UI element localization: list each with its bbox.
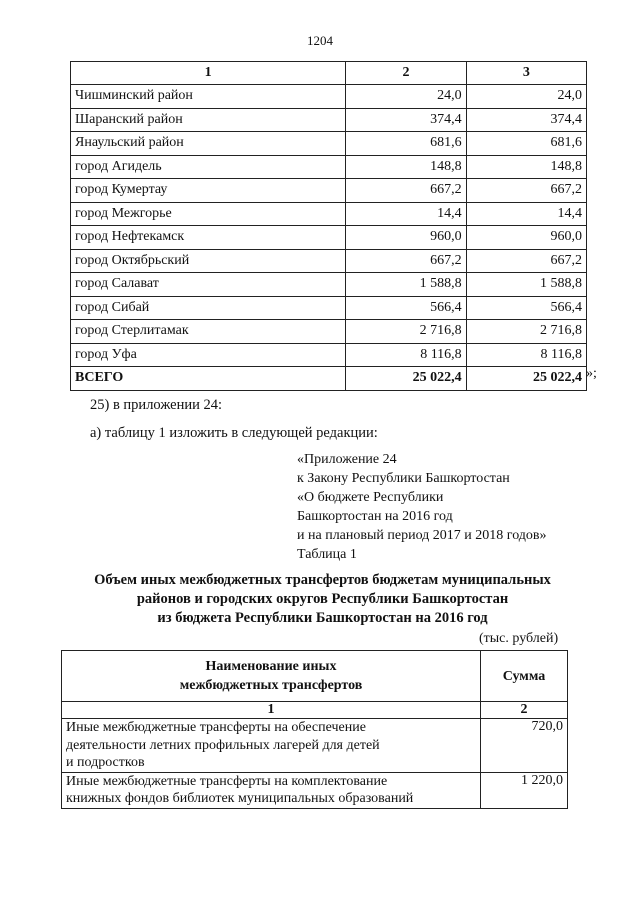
amount-cell: 14,4 (466, 202, 586, 226)
district-name: город Межгорье (71, 202, 346, 226)
name-line: деятельности летних профильных лагерей для детей (66, 737, 380, 753)
district-name: город Кумертау (71, 179, 346, 203)
transfer-amount: 1 220,0 (481, 772, 568, 808)
table-row (71, 320, 587, 344)
amount-cell: 148,8 (346, 155, 466, 179)
column-number: 1 (62, 702, 481, 719)
reference-line: «О бюджете Республики (297, 490, 444, 505)
amount-cell: 24,0 (346, 85, 466, 109)
name-line: и подростков (66, 755, 145, 770)
amount-cell: 566,4 (466, 296, 586, 320)
amount-cell: 1 588,8 (346, 273, 466, 297)
amount-cell: 960,0 (346, 226, 466, 250)
transfer-name (62, 772, 481, 808)
amendment-item: 25) в приложении 24: (90, 397, 223, 413)
table-row (71, 108, 587, 132)
table-row (71, 202, 587, 226)
table-row (71, 343, 587, 367)
amount-cell: 24,0 (466, 85, 586, 109)
district-name: Шаранский район (71, 108, 346, 132)
table-row (71, 179, 587, 203)
page-number: 1204 (307, 33, 333, 48)
amount-cell: 1 588,8 (466, 273, 586, 297)
table-row (71, 85, 587, 109)
amount-cell: 960,0 (466, 226, 586, 250)
header-line: Наименование иных (205, 659, 337, 674)
table-row (71, 155, 587, 179)
amendment-subitem: а) таблицу 1 изложить в следующей редакции: (90, 425, 378, 441)
total-label: ВСЕГО (71, 367, 346, 391)
district-name: город Уфа (71, 343, 346, 367)
amount-cell: 2 716,8 (346, 320, 466, 344)
transfer-amount: 720,0 (481, 719, 568, 773)
name-line: Иные межбюджетные трансферты на комплектование (66, 773, 388, 789)
title-line: из бюджета Республики Башкортостан на 2016 год (157, 610, 488, 626)
column-header-name (62, 651, 481, 702)
districts-table (70, 61, 587, 391)
transfer-name (62, 719, 481, 773)
amount-cell: 566,4 (346, 296, 466, 320)
table-header-row (62, 651, 568, 702)
amount-cell: 374,4 (466, 108, 586, 132)
reference-line: к Закону Республики Башкортостан (297, 471, 510, 486)
table-row (71, 226, 587, 250)
district-name: город Салават (71, 273, 346, 297)
amount-cell: 14,4 (346, 202, 466, 226)
table-row (62, 719, 568, 773)
amount-cell: 148,8 (466, 155, 586, 179)
table-header-row (71, 62, 587, 85)
title-line: районов и городских округов Республики Башкортостан (136, 591, 509, 607)
column-header-sum: Сумма (481, 651, 568, 702)
appendix-reference (297, 450, 547, 564)
district-name: Янаульский район (71, 132, 346, 156)
transfers-table (61, 650, 568, 809)
amount-cell: 374,4 (346, 108, 466, 132)
name-line: Иные межбюджетные трансферты на обеспечение (66, 720, 366, 735)
reference-line: и на плановый период 2017 и 2018 годов» (297, 528, 547, 543)
district-name: город Нефтекамск (71, 226, 346, 250)
column-header: 2 (346, 62, 466, 85)
amount-cell: 681,6 (346, 132, 466, 156)
amount-cell: 8 116,8 (466, 343, 586, 367)
amount-cell: 667,2 (466, 179, 586, 203)
amount-cell: 667,2 (466, 249, 586, 273)
column-number: 2 (481, 702, 568, 719)
total-amount: 25 022,4 (346, 367, 466, 391)
column-header: 3 (466, 62, 586, 85)
table-row (71, 273, 587, 297)
district-name: город Стерлитамак (71, 320, 346, 344)
header-line: межбюджетных трансфертов (179, 678, 363, 693)
reference-line: «Приложение 24 (297, 452, 397, 467)
name-line: книжных фондов библиотек муниципальных образований (66, 791, 414, 806)
table-row (71, 132, 587, 156)
total-amount: 25 022,4 (466, 367, 586, 391)
column-header: 1 (71, 62, 346, 85)
amount-cell: 667,2 (346, 179, 466, 203)
total-row (71, 367, 587, 391)
table-row (71, 249, 587, 273)
column-number-row (62, 702, 568, 719)
reference-line: Башкортостан на 2016 год (297, 509, 453, 524)
closing-quote: »; (586, 366, 597, 381)
amount-cell: 681,6 (466, 132, 586, 156)
amount-cell: 8 116,8 (346, 343, 466, 367)
reference-line: Таблица 1 (297, 547, 357, 562)
title-line: Объем иных межбюджетных трансфертов бюджетам муниципальных (94, 572, 551, 588)
district-name: Чишминский район (71, 85, 346, 109)
amount-cell: 2 716,8 (466, 320, 586, 344)
table-title (60, 571, 585, 628)
district-name: город Октябрьский (71, 249, 346, 273)
table-row (71, 296, 587, 320)
units-label: (тыс. рублей) (479, 631, 559, 646)
amount-cell: 667,2 (346, 249, 466, 273)
table-row (62, 772, 568, 808)
district-name: город Сибай (71, 296, 346, 320)
district-name: город Агидель (71, 155, 346, 179)
